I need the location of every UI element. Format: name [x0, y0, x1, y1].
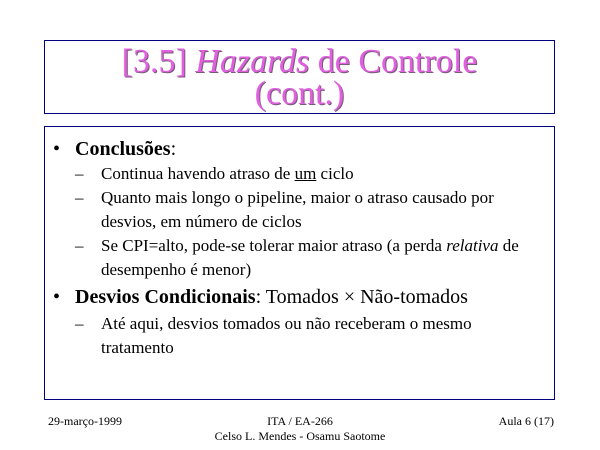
footer-authors: Celso L. Mendes - Osamu Saotome [214, 429, 386, 443]
subitem-text: de desempenho é menor) [101, 236, 519, 279]
subitem-1 [75, 162, 541, 186]
subitem-2 [75, 186, 541, 234]
bullet-icon: • [53, 286, 61, 308]
dash-icon: – [75, 314, 84, 333]
subitem-text: Quanto mais longo o pipeline, maior o atraso causado por desvios, em número de ciclos [101, 188, 494, 231]
title-line-1 [45, 43, 554, 80]
bullet-label: Conclusões [75, 138, 171, 160]
slide-title [44, 40, 555, 114]
title-line-2: (cont.) [254, 75, 345, 112]
footer-center [150, 414, 450, 444]
title-suffix: de Controle [309, 43, 478, 80]
subitem-4 [75, 312, 541, 360]
bullet-after: : [170, 138, 177, 160]
footer-page: Aula 6 (17) [498, 414, 554, 428]
subitem-text: Se CPI=alto, pode-se tolerar maior atraso (a perda [101, 236, 447, 255]
dash-icon: – [75, 164, 84, 183]
slide-content [44, 126, 555, 400]
bullet-after: : Tomados × Não-tomados [255, 286, 468, 308]
bullet-desvios [53, 285, 468, 309]
bullet-label: Desvios Condicionais [75, 286, 256, 308]
title-prefix: [3.5] [121, 43, 196, 80]
subitem-3 [75, 234, 541, 282]
footer-date: 29-março-1999 [48, 414, 122, 428]
footer-course: ITA / EA-266 [267, 414, 333, 428]
subitem-text: Até aqui, desvios tomados ou não receberam o mesmo tratamento [101, 314, 472, 357]
subitem-text: ciclo [316, 164, 354, 183]
dash-icon: – [75, 236, 84, 255]
dash-icon: – [75, 188, 84, 207]
bullet-conclusoes [53, 137, 176, 161]
title-italic: Hazards [195, 43, 310, 80]
subitem-underline: um [294, 164, 317, 183]
subitem-text: Continua havendo atraso de [101, 164, 295, 183]
subitem-italic: relativa [446, 236, 499, 255]
bullet-icon: • [53, 138, 61, 160]
